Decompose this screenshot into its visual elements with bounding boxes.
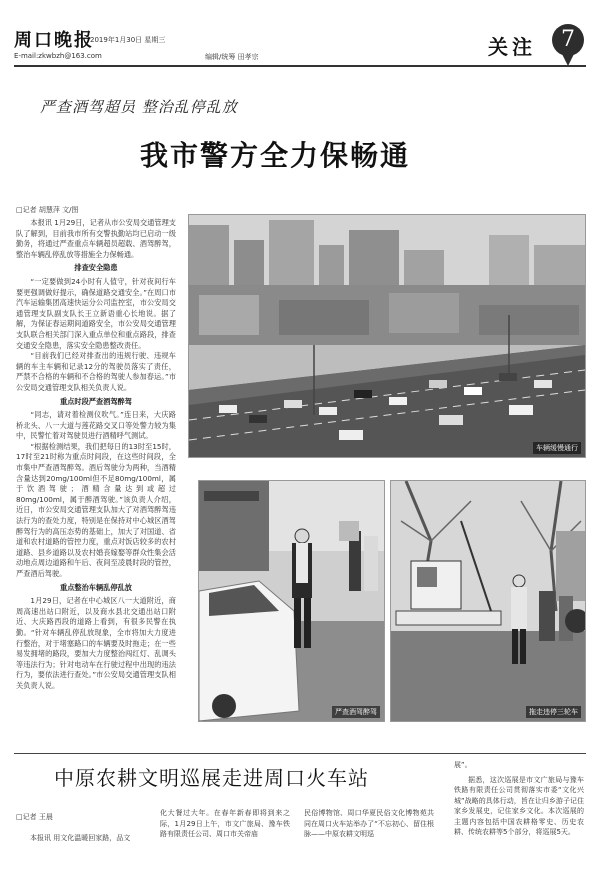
headline: 我市警方全力保畅通 <box>140 139 411 172</box>
photo-caption: 严查酒驾醉驾 <box>332 706 380 718</box>
kicker: 严查酒驾超员 整治乱停乱放 <box>40 98 238 116</box>
bottom-column-a <box>16 812 146 843</box>
photo-checkpoint <box>198 480 385 722</box>
publish-date: 2019年1月30日 星期三 <box>90 36 166 44</box>
paragraph: “根据检测结果，我们把每日的13时至15时，17时至21时称为重点时间段，在这些时间段，全市集中严查酒驾醉驾。酒后驾驶分为两种，当酒精含量达到20mg/100ml但不足80mg/100ml，属于饮酒驾驶；酒精含量达到或超过80mg/100ml，属于醉酒驾驶。”该负责人介绍，近日，市公安局交通管理支队加大了对酒驾醉驾违法行为的查处力度，特别是在保持对中心城区酒驾醉驾行为的高压态势的基础上，加大了对国道、省道和农村道路的管控力度，重点对饭店较多的农村道路、县乡道路以及农村婚丧嫁娶等群众性集会活动地点周边道路和午后、夜间至凌晨时段的管控，严查酒后驾驶。 <box>16 441 176 578</box>
paragraph: 本报讯 用文化温暖回家路，品文 <box>30 833 131 842</box>
editors: 编辑/统筹 田孝宗 <box>205 53 259 61</box>
paragraph: 展”。 <box>454 761 472 769</box>
subheading: 重点时段严查酒驾醉驾 <box>60 396 132 406</box>
paragraph: 化大餐过大年。在春年新春即将到来之际，1月29日上午，市文广旅局、豫车铁路有限责任公司、周口市关帝庙 <box>160 809 290 838</box>
article-column <box>16 218 176 748</box>
towing-scene-image <box>391 481 585 721</box>
paragraph: “一定要做到24小时有人值守，针对夜间行车要更强调做好提示，确保道路交通安全。”在周口市汽车运输集团高速快运分公司监控室，市公安局交通管理支队副支队长王立新语重心长地说。据了解，为保证春运期间道路安全，市公安局交通管理支队联合相关部门深入重点单位和重点路段，排查交通安全隐患，落实安全隐患整改责任。 <box>16 276 176 350</box>
paragraph: 据悉，这次巡展是市文广旅局与豫车铁路有限责任公司贯彻落实市委“文化兴城”战略的具体行动，旨在让归乡游子记住家乡发展史，记住家乡文化。本次巡展的主题内容包括中国农耕格零史、历史农耕、传统农耕等5个部分，将巡展5天。 <box>454 775 584 836</box>
bottom-byline: □记者 王晨 <box>16 813 53 821</box>
subheading: 排查安全隐患 <box>74 263 118 273</box>
photo-caption: 拖走违停三轮车 <box>526 706 581 718</box>
photo-towing <box>390 480 586 722</box>
traffic-scene-image <box>189 215 585 457</box>
checkpoint-scene-image <box>199 481 384 721</box>
page-number: 7 <box>552 24 584 56</box>
paragraph: “同志，请对着检测仪吹气。”连日来，大庆路桥北头、八一大道与莲花路交叉口等处警力较为集中，民警忙着对驾驶员进行酒精呼气测试。 <box>16 410 176 441</box>
paragraph: 本报讯 1月29日，记者从市公安局交通管理支队了解到，目前我市所有交警执勤站均已启动一级勤务，将通过严查重点车辆超员超载、酒驾醉驾，整治车辆乱停乱放等措施全力保畅通。 <box>16 218 176 259</box>
photo-caption: 车辆缓慢通行 <box>533 442 581 454</box>
section-divider <box>14 753 586 754</box>
section-title: 关注 <box>488 35 536 59</box>
subheading: 重点整治车辆乱停乱放 <box>60 582 132 592</box>
byline: □记者 胡慧萍 文/图 <box>16 206 79 214</box>
paragraph: 民俗博物馆、周口华夏民俗文化博物苑共同在周口火车站举办了“不忘初心、留住根脉——中原农耕文明巡 <box>304 809 434 838</box>
paragraph: 1月29日，记者在中心城区八一大道附近，商周高速出站口附近，以及商水县北交通出站口附近、大庆路西段的道路上看到，有很多民警在执勤。“针对车辆乱停乱放现象，全市将加大力度进行整治，对于堵塞路口的车辆要及时拖走；在一些易发拥堵的路段，要加大力度整治闯红灯、乱调头等违法行为；针对电动车在行驶过程中出现的违法行为，要依法进行查处。”市公安局交通管理支队相关负责人说。 <box>16 596 176 690</box>
bottom-column-b <box>160 808 290 840</box>
email: E-mail:zkwbzh@163.com <box>14 52 102 60</box>
bottom-column-c <box>304 808 434 840</box>
header-divider <box>14 65 586 67</box>
bottom-column-d <box>454 760 584 838</box>
photo-traffic <box>188 214 586 458</box>
paragraph: “目前我们已经对排查出的违规行驶、违规车辆的车主车辆和记录12分的驾驶员落实了责任，严禁不合格的车辆和不合格的驾驶人参加春运。”市公安局交通管理支队相关负责人说。 <box>16 351 176 392</box>
bottom-headline: 中原农耕文明巡展走进周口火车站 <box>54 766 369 790</box>
masthead: 周口晚报 <box>14 30 94 51</box>
